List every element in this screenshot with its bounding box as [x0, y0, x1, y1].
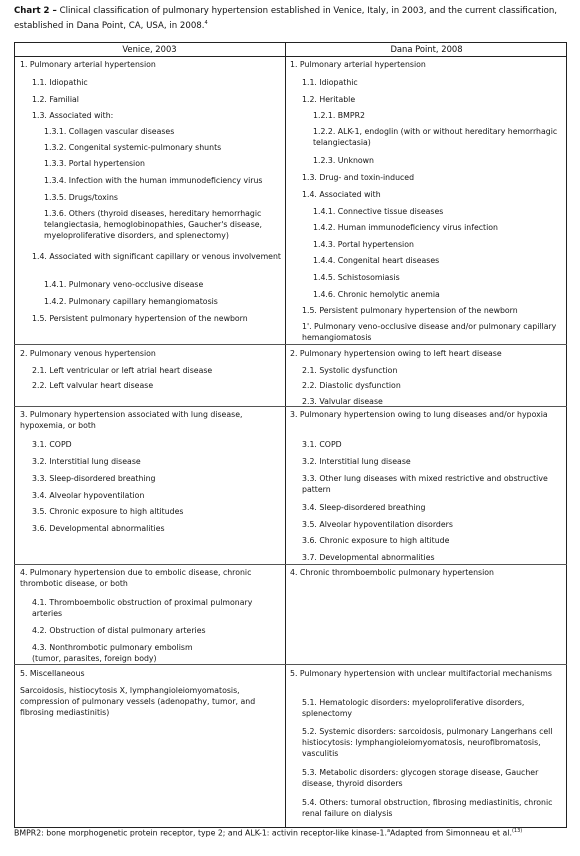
dana-item: 2. Pulmonary hypertension owing to left heart disease — [290, 349, 502, 358]
dana-item: 4. Chronic thromboembolic pulmonary hypertension — [290, 568, 494, 577]
dana-item: 1.4.1. Connective tissue diseases — [313, 207, 444, 216]
header-dana-point: Dana Point, 2008 — [390, 44, 463, 54]
footnote-citation: (13) — [511, 828, 523, 834]
dana-item: 3.1. COPD — [302, 440, 342, 449]
venice-item: 4.1. Thromboembolic obstruction of proximal pulmonary arteries — [32, 598, 253, 618]
dana-item: 1.2. Heritable — [302, 95, 356, 104]
dana-item: 1. Pulmonary arterial hypertension — [290, 60, 426, 69]
venice-item: 1.1. Idiopathic — [32, 78, 88, 87]
venice-item: 3.5. Chronic exposure to high altitudes — [32, 507, 184, 516]
dana-item: 3.7. Developmental abnormalities — [302, 553, 435, 562]
caption-reference: 4 — [204, 20, 208, 26]
dana-item: 5. Pulmonary hypertension with unclear multifactorial mechanisms — [290, 669, 552, 678]
dana-item: 1.4.5. Schistosomiasis — [313, 273, 400, 282]
dana-item: 2.2. Diastolic dysfunction — [302, 381, 401, 390]
venice-item: 2. Pulmonary venous hypertension — [20, 349, 156, 358]
dana-item: 1.4.3. Portal hypertension — [313, 240, 414, 249]
venice-item: Sarcoidosis, histiocytosis X, lymphangioleiomyomatosis, compression of pulmonary vessels (adenopathy, tumor, and fibrosing mediastinitis) — [20, 686, 256, 717]
venice-item: 1.3.3. Portal hypertension — [44, 159, 145, 168]
dana-item: 1.4.2. Human immunodeficiency virus infection — [313, 223, 498, 232]
dana-item: 3.2. Interstitial lung disease — [302, 457, 411, 466]
group-divider-5 — [14, 664, 567, 665]
dana-item: 1.2.2. ALK-1, endoglin (with or without hereditary hemorrhagic telangiectasia) — [313, 127, 558, 147]
dana-item: 3.4. Sleep-disordered breathing — [302, 503, 426, 512]
footnote-abbreviations: BMPR2: bone morphogenetic protein receptor, type 2; and ALK-1: activin receptor-like kinase-1. — [14, 828, 387, 838]
venice-item: 1.5. Persistent pulmonary hypertension of the newborn — [32, 314, 248, 323]
venice-item: 3.3. Sleep-disordered breathing — [32, 474, 156, 483]
dana-item: 1.4.6. Chronic hemolytic anemia — [313, 290, 440, 299]
chart-caption — [14, 5, 570, 32]
venice-item: 1.3.4. Infection with the human immunodeficiency virus — [44, 176, 263, 185]
venice-item: 4. Pulmonary hypertension due to embolic disease, chronic thrombotic disease, or both — [20, 568, 252, 588]
venice-item: 1.4.1. Pulmonary veno-occlusive disease — [44, 280, 204, 289]
dana-item: 3.3. Other lung diseases with mixed restrictive and obstructive pattern — [302, 474, 548, 494]
dana-item: 1.3. Drug- and toxin-induced — [302, 173, 415, 182]
venice-item: 5. Miscellaneous — [20, 669, 85, 678]
venice-item: 1.4.2. Pulmonary capillary hemangiomatosis — [44, 297, 218, 306]
dana-item: 5.1. Hematologic disorders: myeloproliferative disorders, splenectomy — [302, 698, 525, 718]
venice-item: 3. Pulmonary hypertension associated with lung disease, hypoxemia, or both — [20, 410, 243, 430]
dana-item: 2.3. Valvular disease — [302, 397, 383, 406]
venice-item: 4.2. Obstruction of distal pulmonary arteries — [32, 626, 206, 635]
dana-item: 3.6. Chronic exposure to high altitude — [302, 536, 450, 545]
venice-item: 1.4. Associated with significant capillary or venous involvement — [32, 252, 281, 261]
venice-item: 3.1. COPD — [32, 440, 72, 449]
venice-item: 3.4. Alveolar hypoventilation — [32, 491, 145, 500]
footnote-marker: a — [386, 828, 391, 834]
header-divider — [14, 56, 567, 57]
dana-item: 5.3. Metabolic disorders: glycogen storage disease, Gaucher disease, thyroid disorders — [302, 768, 539, 788]
venice-item: 1. Pulmonary arterial hypertension — [20, 60, 156, 69]
dana-item: 1.2.3. Unknown — [313, 156, 374, 165]
table-footnote — [14, 826, 570, 839]
dana-item: 3. Pulmonary hypertension owing to lung diseases and/or hypoxia — [290, 410, 548, 419]
venice-item: 1.3.1. Collagen vascular diseases — [44, 127, 175, 136]
venice-item: 3.6. Developmental abnormalities — [32, 524, 165, 533]
dana-item: 1.2.1. BMPR2 — [313, 111, 365, 120]
dana-item: 1'. Pulmonary veno-occlusive disease and/or pulmonary capillary hemangiomatosis — [302, 322, 557, 342]
venice-item: 4.3. Nonthrombotic pulmonary embolism (tumor, parasites, foreign body) — [32, 643, 193, 663]
venice-item: 1.3.5. Drugs/toxins — [44, 193, 118, 202]
dana-item: 2.1. Systolic dysfunction — [302, 366, 398, 375]
dana-item: 5.4. Others: tumoral obstruction, fibrosing mediastinitis, chronic renal failure on dialysis — [302, 798, 553, 818]
dana-item: 5.2. Systemic disorders: sarcoidosis, pulmonary Langerhans cell histiocytosis: lymphangioleiomyomatosis, neurofibromatosis, vasculitis — [302, 727, 553, 758]
venice-item: 3.2. Interstitial lung disease — [32, 457, 141, 466]
footnote-source: Adapted from Simonneau et al. — [390, 828, 512, 838]
header-venice: Venice, 2003 — [122, 44, 177, 54]
dana-item: 3.5. Alveolar hypoventilation disorders — [302, 520, 453, 529]
venice-item: 1.3.6. Others (thyroid diseases, hereditary hemorrhagic telangiectasia, hemoglobinopathies, Gaucher's disease, myeloproliferative disorders, and splenectomy) — [44, 209, 263, 240]
venice-item: 2.1. Left ventricular or left atrial heart disease — [32, 366, 213, 375]
group-divider-2 — [14, 344, 567, 345]
column-divider — [285, 42, 286, 828]
group-divider-4 — [14, 564, 567, 565]
dana-item: 1.4. Associated with — [302, 190, 381, 199]
dana-item: 1.4.4. Congenital heart diseases — [313, 256, 440, 265]
caption-text: Clinical classification of pulmonary hypertension established in Venice, Italy, in 2003, and the current classification, established in Dana Point, CA, USA, in 2008. — [14, 6, 558, 31]
venice-item: 1.3. Associated with: — [32, 111, 114, 120]
venice-item: 1.3.2. Congenital systemic-pulmonary shunts — [44, 143, 222, 152]
venice-item: 2.2. Left valvular heart disease — [32, 381, 154, 390]
venice-item: 1.2. Familial — [32, 95, 79, 104]
caption-label: Chart 2 – — [14, 6, 57, 16]
dana-item: 1.5. Persistent pulmonary hypertension of the newborn — [302, 306, 518, 315]
dana-item: 1.1. Idiopathic — [302, 78, 358, 87]
